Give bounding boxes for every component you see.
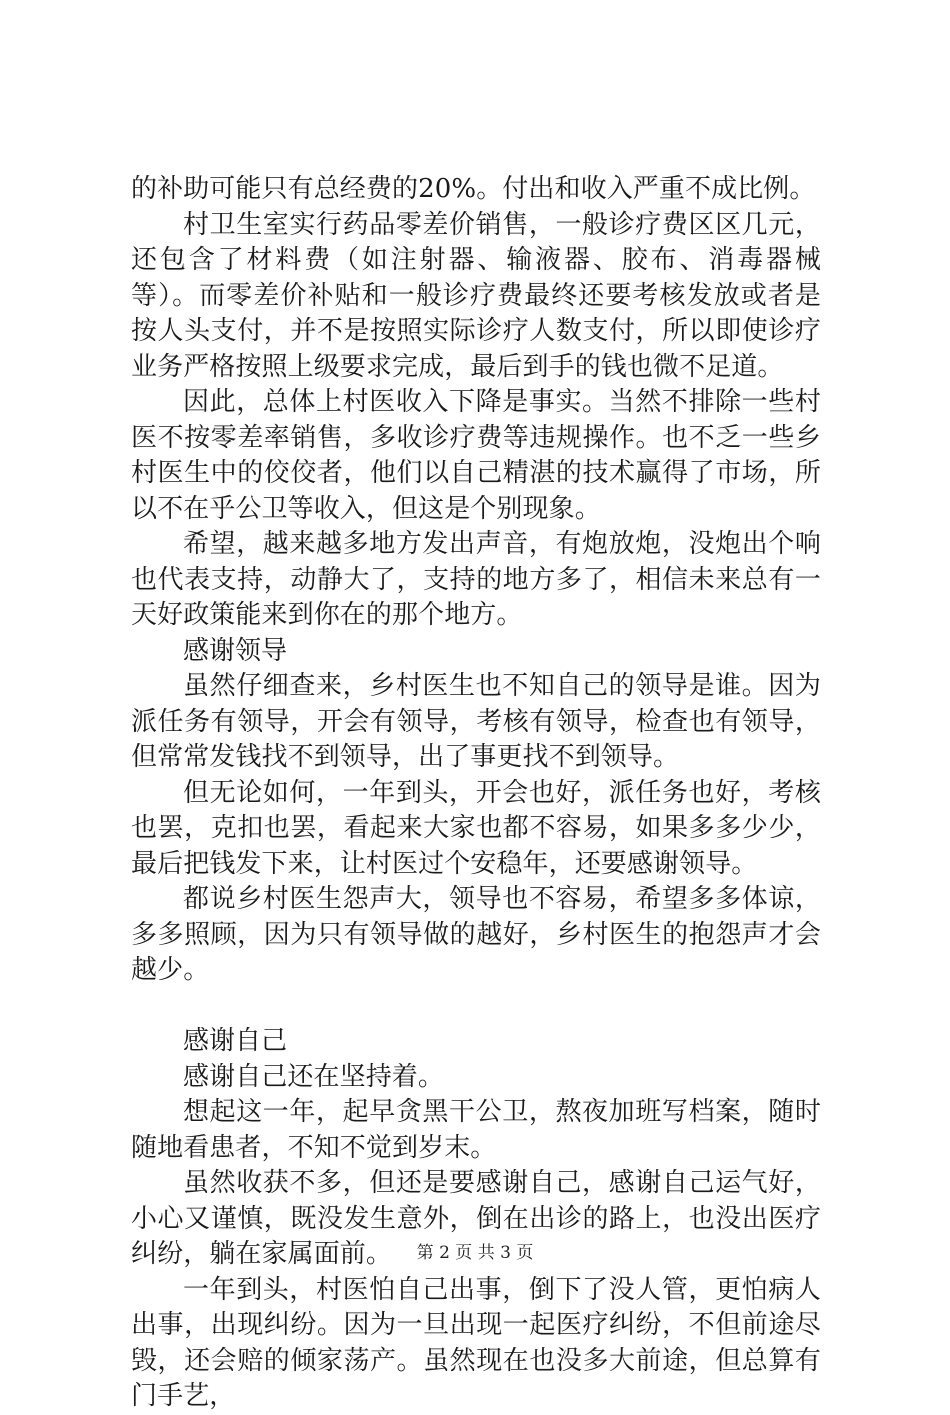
- paragraph-self-persist: 感谢自己还在坚持着。: [183, 1061, 445, 1092]
- paragraph-leaders-thanks: 但无论如何，一年到头，开会也好，派任务也好，考核也罢，克扣也罢，看起来大家也都不容易，如果多多少少，最后把钱发下来，让村医过个安稳年，还要感谢领导。: [131, 777, 821, 879]
- paragraph-self-lucky: 虽然收获不多，但还是要感谢自己，感谢自己运气好，小心又谨慎，既没发生意外，倒在出诊的路上，也没出医疗纠纷，躺在家属面前。: [131, 1168, 821, 1269]
- paragraph-self-fear: 一年到头，村医怕自己出事，倒下了没人管，更怕病人出事，出现纠纷。因为一旦出现一起医疗纠纷，不但前途尽毁，还会赔的倾家荡产。虽然现在也没多大前途，但总算有门手艺，: [131, 1274, 821, 1411]
- paragraph-drug-pricing: 村卫生室实行药品零差价销售，一般诊疗费区区几元，还包含了材料费（如注射器、输液器、胶布、消毒器械等）。而零差价补贴和一般诊疗费最终还要考核发放或者是按人头支付，并不是按照实际诊疗人数支付，所以即使诊疗业务严格按照上级要求完成，最后到手的钱也微不足道。: [131, 209, 821, 382]
- paragraph-leaders-unknown: 虽然仔细查来，乡村医生也不知自己的领导是谁。因为派任务有领导，开会有领导，考核有领导，检查也有领导，但常常发钱找不到领导，出了事更找不到领导。: [131, 671, 821, 772]
- paragraph-income-decline: 因此，总体上村医收入下降是事实。当然不排除一些村医不按零差率销售，多收诊疗费等违规操作。也不乏一些乡村医生中的佼佼者，他们以自己精湛的技术赢得了市场，所以不在乎公卫等收入，但这是个别现象。: [131, 387, 821, 524]
- paragraph-continuation: 的补助可能只有总经费的20%。付出和收入严重不成比例。: [131, 174, 816, 204]
- section-heading-thank-leaders: 感谢领导: [183, 635, 288, 666]
- document-body: [131, 172, 821, 1415]
- paragraph-hope: 希望，越来越多地方发出声音，有炮放炮，没炮出个响也代表支持，动静大了，支持的地方多了，相信未来总有一天好政策能来到你在的那个地方。: [131, 529, 821, 630]
- paragraph-self-year: 想起这一年，起早贪黑干公卫，熬夜加班写档案，随时随地看患者，不知不觉到岁末。: [131, 1097, 821, 1163]
- page-footer: 第 2 页 共 3 页: [416, 1243, 534, 1263]
- paragraph-spacer: [131, 989, 821, 1025]
- section-heading-thank-self: 感谢自己: [183, 1026, 288, 1056]
- paragraph-leaders-understanding: 都说乡村医生怨声大，领导也不容易，希望多多体谅，多多照顾，因为只有领导做的越好，乡村医生的抱怨声才会越少。: [131, 884, 821, 985]
